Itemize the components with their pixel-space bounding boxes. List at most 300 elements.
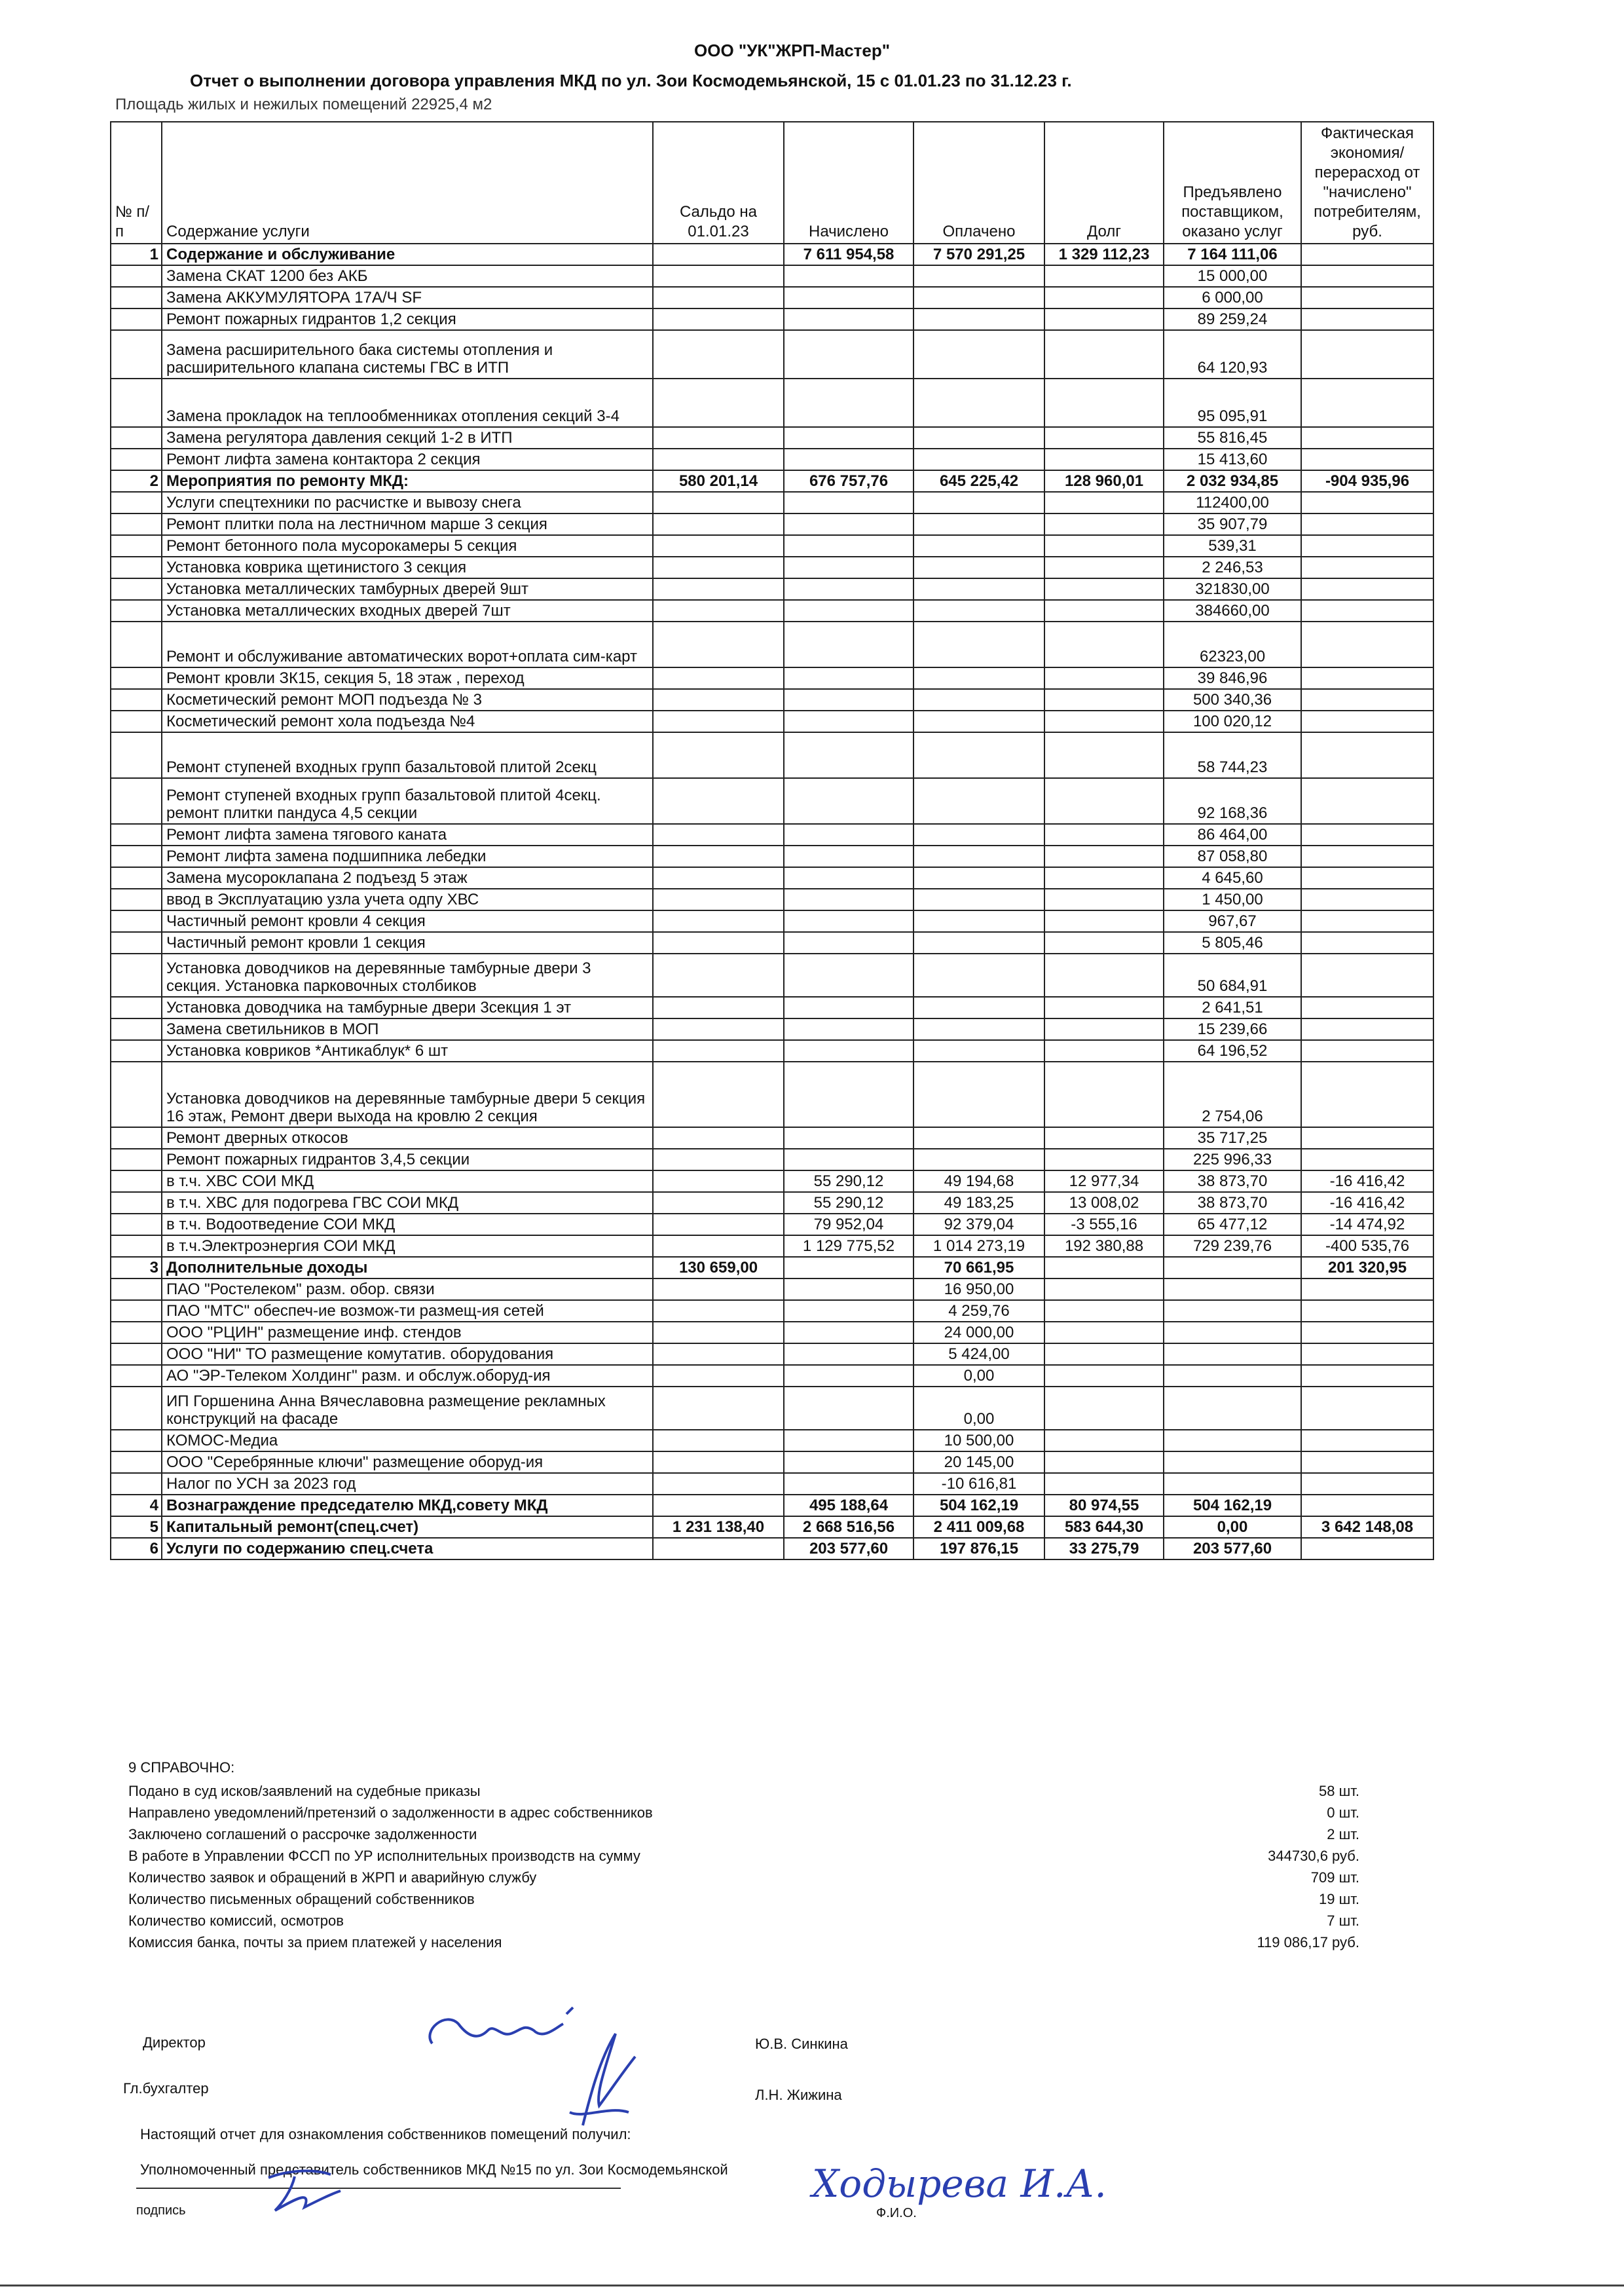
paid-value: 4 259,76 [913,1300,1044,1322]
provider-value: 203 577,60 [1164,1538,1301,1559]
paid-value [913,1018,1044,1040]
provider-value: 4 645,60 [1164,867,1301,889]
service-name: Замена регулятора давления секций 1-2 в ИТП [162,427,653,449]
table-row [111,1365,1433,1387]
saldo-value [653,778,784,824]
reference-value: 119 086,17 руб. [1257,1934,1359,1950]
service-name: Замена расширительного бака системы отопления и расширительного клапана системы ГВС в ИТП [162,330,653,379]
provider-value: 112400,00 [1164,492,1301,513]
table-row [111,1214,1433,1235]
debt-value [1044,557,1164,578]
paid-value [913,824,1044,846]
service-name: Ремонт кровли ЗК15, секция 5, 18 этаж , переход [162,667,653,689]
paid-value [913,600,1044,622]
debt-value [1044,1062,1164,1127]
table-row [111,1149,1433,1170]
table-row [111,379,1433,427]
reference-value: 2 шт. [1327,1826,1359,1842]
table-row [111,330,1433,379]
paid-value: 2 411 009,68 [913,1516,1044,1538]
reference-label: Количество комиссий, осмотров [128,1912,344,1929]
service-name: Налог по УСН за 2023 год [162,1473,653,1495]
table-row [111,1451,1433,1473]
service-name: Ремонт ступеней входных групп базальтовой плитой 4секц. ремонт плитки пандуса 4,5 секции [162,778,653,824]
director-name: Ю.В. Синкина [755,2036,848,2052]
economy-value [1301,1322,1433,1343]
economy-value [1301,449,1433,470]
row-number [111,557,162,578]
reference-item [128,1891,1359,1912]
provider-value: 5 805,46 [1164,932,1301,954]
paid-value: 24 000,00 [913,1322,1044,1343]
charged-value [784,824,913,846]
saldo-value [653,622,784,667]
table-row [111,578,1433,600]
economy-value [1301,932,1433,954]
saldo-value [653,867,784,889]
reference-label: В работе в Управлении ФССП по УР исполнительных производств на сумму [128,1848,640,1864]
provider-value: 35 717,25 [1164,1127,1301,1149]
economy-value [1301,711,1433,732]
provider-value: 500 340,36 [1164,689,1301,711]
debt-value [1044,535,1164,557]
row-number [111,1365,162,1387]
economy-value [1301,732,1433,778]
paid-value [913,265,1044,287]
provider-value: 729 239,76 [1164,1235,1301,1257]
charged-value [784,667,913,689]
service-name: Замена прокладок на теплообменниках отопления секций 3-4 [162,379,653,427]
service-name: Ремонт пожарных гидрантов 1,2 секция [162,308,653,330]
saldo-value [653,711,784,732]
saldo-value [653,1170,784,1192]
table-row [111,244,1433,265]
economy-value [1301,1062,1433,1127]
provider-value: 2 032 934,85 [1164,470,1301,492]
reference-label: Количество заявок и обращений в ЖРП и аварийную службу [128,1869,537,1886]
saldo-value [653,1149,784,1170]
charged-value [784,1040,913,1062]
table-row [111,1343,1433,1365]
economy-value [1301,1365,1433,1387]
representative-handwritten-name: Ходырева И.А. [812,2161,1107,2206]
economy-value [1301,689,1433,711]
service-name: ввод в Эксплуатацию узла учета одпу ХВС [162,889,653,910]
economy-value [1301,824,1433,846]
table-row [111,1192,1433,1214]
paid-value: 5 424,00 [913,1343,1044,1365]
table-row [111,910,1433,932]
row-number [111,1127,162,1149]
economy-value [1301,492,1433,513]
row-number [111,689,162,711]
service-name: Ремонт ступеней входных групп базальтовой плитой 2секц [162,732,653,778]
debt-value: 1 329 112,23 [1044,244,1164,265]
table-row [111,667,1433,689]
saldo-value [653,244,784,265]
row-number [111,997,162,1018]
saldo-value [653,1473,784,1495]
economy-value [1301,1451,1433,1473]
charged-value [784,535,913,557]
col-header-economy: Фактическая экономия/перерасход от "начислено" потребителям, руб. [1301,122,1433,244]
row-number [111,1300,162,1322]
service-name: ООО "Серебрянные ключи" размещение оборуд-ия [162,1451,653,1473]
table-row [111,1473,1433,1495]
paid-value [913,535,1044,557]
paid-value [913,954,1044,997]
table-row [111,600,1433,622]
row-number [111,1018,162,1040]
paid-value [913,867,1044,889]
row-number: 5 [111,1516,162,1538]
reference-label: Комиссия банка, почты за прием платежей у населения [128,1934,502,1950]
paid-value [913,557,1044,578]
row-number [111,1387,162,1430]
service-name: Ремонт лифта замена контактора 2 секция [162,449,653,470]
paid-value [913,889,1044,910]
saldo-value [653,1235,784,1257]
table-row [111,287,1433,308]
saldo-value [653,1127,784,1149]
debt-value [1044,1473,1164,1495]
table-row [111,846,1433,867]
service-name: Косметический ремонт хола подъезда №4 [162,711,653,732]
saldo-value [653,667,784,689]
row-number [111,910,162,932]
charged-value [784,1473,913,1495]
charged-value [784,1343,913,1365]
row-number [111,1278,162,1300]
charged-value [784,954,913,997]
table-row [111,1040,1433,1062]
reference-label: Направлено уведомлений/претензий о задолженности в адрес собственников [128,1804,653,1821]
reference-value: 58 шт. [1319,1783,1359,1799]
reference-value: 19 шт. [1319,1891,1359,1907]
row-number [111,711,162,732]
table-row [111,622,1433,667]
saldo-value [653,954,784,997]
charged-value [784,846,913,867]
debt-value [1044,287,1164,308]
paid-value [913,778,1044,824]
paid-value [913,578,1044,600]
economy-value [1301,867,1433,889]
row-number: 4 [111,1495,162,1516]
charged-value [784,689,913,711]
saldo-value [653,910,784,932]
service-name: Ремонт лифта замена тягового каната [162,824,653,846]
saldo-value [653,1430,784,1451]
economy-value [1301,244,1433,265]
accountant-label: Гл.бухгалтер [123,2080,209,2097]
received-text: Настоящий отчет для ознакомления собственников помещений получил: [140,2126,631,2142]
charged-value: 203 577,60 [784,1538,913,1559]
service-name: Установка доводчиков на деревянные тамбурные двери 3 секция. Установка парковочных столбиков [162,954,653,997]
saldo-value [653,427,784,449]
provider-value: 95 095,91 [1164,379,1301,427]
saldo-value [653,1040,784,1062]
row-number [111,1430,162,1451]
paid-value [913,427,1044,449]
economy-value [1301,846,1433,867]
row-number [111,824,162,846]
saldo-value [653,578,784,600]
debt-value [1044,622,1164,667]
service-name: Замена СКАТ 1200 без АКБ [162,265,653,287]
director-label: Директор [143,2034,206,2051]
row-number [111,622,162,667]
provider-value [1164,1300,1301,1322]
economy-value [1301,379,1433,427]
table-row [111,1495,1433,1516]
debt-value [1044,379,1164,427]
row-number [111,330,162,379]
col-header-num: № п/п [111,122,162,244]
row-number [111,379,162,427]
provider-value: 64 196,52 [1164,1040,1301,1062]
row-number [111,846,162,867]
paid-value: 0,00 [913,1387,1044,1430]
economy-value: -904 935,96 [1301,470,1433,492]
row-number [111,287,162,308]
paid-value: 504 162,19 [913,1495,1044,1516]
economy-value [1301,578,1433,600]
charged-value [784,711,913,732]
sign-label: подпись [136,2203,186,2218]
table-row [111,932,1433,954]
saldo-value [653,557,784,578]
economy-value [1301,1300,1433,1322]
service-name: Ремонт пожарных гидрантов 3,4,5 секции [162,1149,653,1170]
economy-value [1301,622,1433,667]
saldo-value [653,379,784,427]
saldo-value [653,1062,784,1127]
saldo-value [653,1451,784,1473]
service-name: Частичный ремонт кровли 1 секция [162,932,653,954]
service-name: ИП Горшенина Анна Вячеславовна размещение рекламных конструкций на фасаде [162,1387,653,1430]
debt-value [1044,1387,1164,1430]
economy-value [1301,778,1433,824]
debt-value [1044,1127,1164,1149]
service-name: ООО "НИ" ТО размещение комутатив. оборудования [162,1343,653,1365]
provider-value [1164,1430,1301,1451]
economy-value [1301,1149,1433,1170]
charged-value [784,557,913,578]
provider-value: 64 120,93 [1164,330,1301,379]
table-row [111,1430,1433,1451]
charged-value [784,932,913,954]
row-number [111,1214,162,1235]
table-row [111,427,1433,449]
debt-value [1044,1322,1164,1343]
paid-value [913,1127,1044,1149]
paid-value: 20 145,00 [913,1451,1044,1473]
economy-value [1301,287,1433,308]
charged-value: 79 952,04 [784,1214,913,1235]
charged-value: 676 757,76 [784,470,913,492]
table-row [111,470,1433,492]
row-number [111,1451,162,1473]
paid-value [913,1040,1044,1062]
provider-value: 39 846,96 [1164,667,1301,689]
saldo-value: 130 659,00 [653,1257,784,1278]
service-name: Ремонт дверных откосов [162,1127,653,1149]
reference-label: Подано в суд исков/заявлений на судебные приказы [128,1783,481,1799]
provider-value [1164,1365,1301,1387]
provider-value [1164,1257,1301,1278]
charged-value: 7 611 954,58 [784,244,913,265]
paid-value: -10 616,81 [913,1473,1044,1495]
row-number [111,600,162,622]
economy-value [1301,1040,1433,1062]
service-name: Ремонт бетонного пола мусорокамеры 5 секция [162,535,653,557]
reference-title: 9 СПРАВОЧНО: [128,1759,235,1776]
charged-value [784,1451,913,1473]
charged-value [784,265,913,287]
paid-value: 16 950,00 [913,1278,1044,1300]
table-row [111,824,1433,846]
paid-value [913,732,1044,778]
table-row [111,1300,1433,1322]
economy-value [1301,889,1433,910]
economy-value [1301,1495,1433,1516]
table-row [111,308,1433,330]
charged-value [784,1127,913,1149]
reference-item [128,1934,1359,1956]
provider-value: 100 020,12 [1164,711,1301,732]
service-name: Услуги по содержанию спец.счета [162,1538,653,1559]
saldo-value [653,1387,784,1430]
col-header-saldo: Сальдо на 01.01.23 [653,122,784,244]
table-row [111,492,1433,513]
paid-value [913,308,1044,330]
economy-value [1301,1343,1433,1365]
reference-item [128,1826,1359,1848]
table-row [111,1170,1433,1192]
debt-value [1044,1040,1164,1062]
table-row [111,1235,1433,1257]
charged-value [784,600,913,622]
service-name: Замена АККУМУЛЯТОРА 17А/Ч SF [162,287,653,308]
charged-value: 495 188,64 [784,1495,913,1516]
reference-item [128,1848,1359,1869]
saldo-value [653,997,784,1018]
table-row [111,557,1433,578]
row-number [111,578,162,600]
charged-value [784,1300,913,1322]
row-number [111,667,162,689]
debt-value [1044,910,1164,932]
paid-value: 0,00 [913,1365,1044,1387]
debt-value [1044,578,1164,600]
service-name: в т.ч. ХВС для подогрева ГВС СОИ МКД [162,1192,653,1214]
service-name: ООО "РЦИН" размещение инф. стендов [162,1322,653,1343]
charged-value: 55 290,12 [784,1170,913,1192]
accountant-signature [544,2021,648,2132]
table-row [111,1322,1433,1343]
provider-value: 2 246,53 [1164,557,1301,578]
charged-value [784,449,913,470]
table-row [111,265,1433,287]
provider-value: 38 873,70 [1164,1170,1301,1192]
row-number [111,1062,162,1127]
debt-value [1044,867,1164,889]
charged-value [784,578,913,600]
reference-label: Заключено соглашений о рассрочке задолженности [128,1826,477,1842]
provider-value: 38 873,70 [1164,1192,1301,1214]
provider-value: 89 259,24 [1164,308,1301,330]
economy-value [1301,1127,1433,1149]
provider-value: 504 162,19 [1164,1495,1301,1516]
provider-value: 58 744,23 [1164,732,1301,778]
row-number [111,778,162,824]
table-row [111,1387,1433,1430]
saldo-value [653,1214,784,1235]
row-number [111,1040,162,1062]
saldo-value [653,1365,784,1387]
saldo-value [653,932,784,954]
reference-value: 344730,6 руб. [1268,1848,1359,1864]
table-row [111,1257,1433,1278]
economy-value [1301,308,1433,330]
debt-value: 583 644,30 [1044,1516,1164,1538]
debt-value [1044,265,1164,287]
economy-value [1301,1387,1433,1430]
paid-value [913,622,1044,667]
charged-value [784,427,913,449]
service-name: Дополнительные доходы [162,1257,653,1278]
reference-item [128,1869,1359,1891]
charged-value [784,889,913,910]
table-row [111,1018,1433,1040]
charged-value [784,379,913,427]
provider-value: 225 996,33 [1164,1149,1301,1170]
paid-value: 7 570 291,25 [913,244,1044,265]
economy-value [1301,265,1433,287]
service-name: Установка металлических тамбурных дверей 9шт [162,578,653,600]
table-row [111,954,1433,997]
service-name: Установка коврика щетинистого 3 секция [162,557,653,578]
service-name: Вознаграждение председателю МКД,совету МКД [162,1495,653,1516]
provider-value: 384660,00 [1164,600,1301,622]
saldo-value [653,1300,784,1322]
economy-value: -400 535,76 [1301,1235,1433,1257]
economy-value: 3 642 148,08 [1301,1516,1433,1538]
economy-value [1301,600,1433,622]
debt-value [1044,330,1164,379]
saldo-value [653,449,784,470]
debt-value [1044,689,1164,711]
table-row [111,1516,1433,1538]
economy-value [1301,330,1433,379]
paid-value [913,932,1044,954]
paid-value [913,513,1044,535]
debt-value [1044,889,1164,910]
table-row [111,1538,1433,1559]
service-name: Мероприятия по ремонту МКД: [162,470,653,492]
paid-value: 197 876,15 [913,1538,1044,1559]
economy-value: -16 416,42 [1301,1170,1433,1192]
table-row [111,711,1433,732]
debt-value [1044,932,1164,954]
saldo-value [653,846,784,867]
paid-value: 49 183,25 [913,1192,1044,1214]
saldo-value [653,1343,784,1365]
provider-value: 15 000,00 [1164,265,1301,287]
service-name: Косметический ремонт МОП подъезда № 3 [162,689,653,711]
charged-value [784,1257,913,1278]
